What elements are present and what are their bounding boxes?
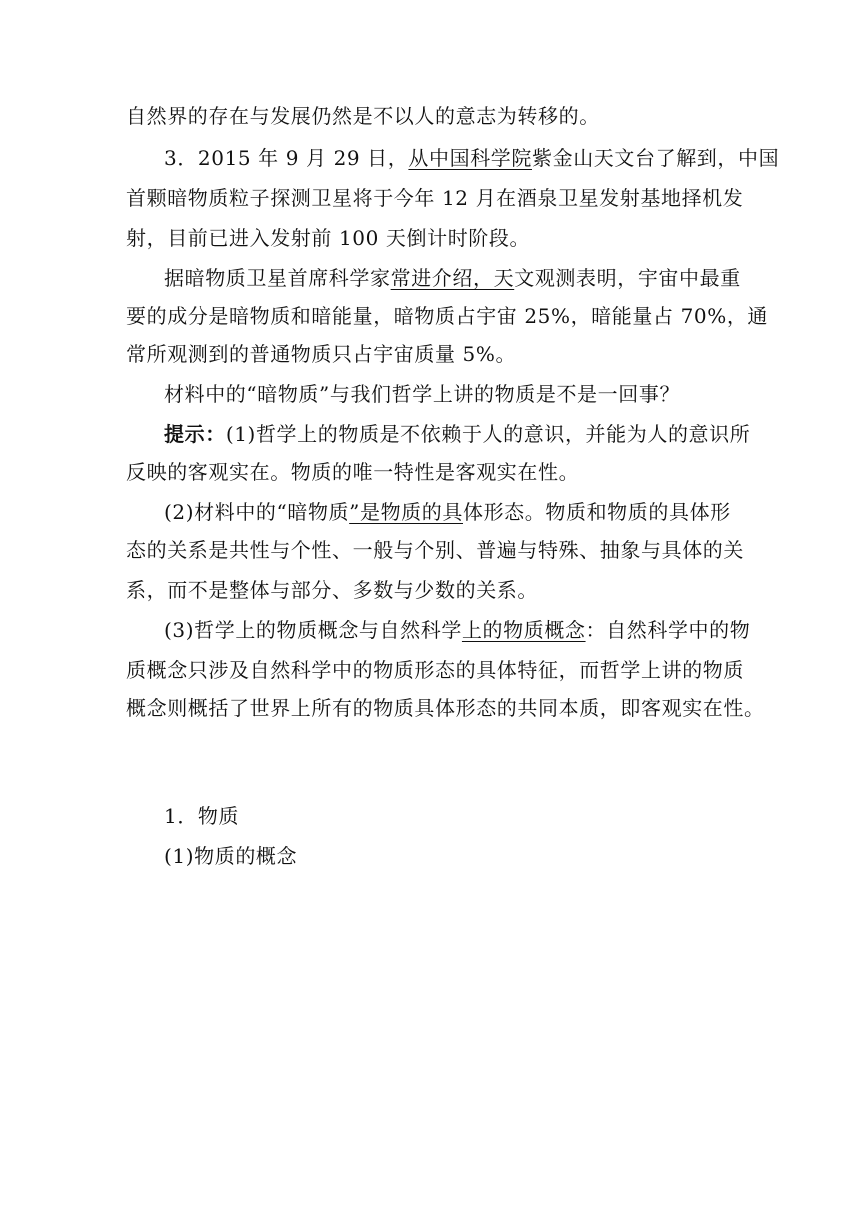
hint-line: 提示：(1)哲学上的物质是不依赖于人的意识，并能为人的意识所	[164, 422, 751, 446]
paragraph-line: 3．2015 年 9 月 29 日，从中国科学院紫金山天文台了解到，中国	[164, 146, 780, 170]
paragraph-line: 质概念只涉及自然科学中的物质形态的具体特征，而哲学上讲的物质	[126, 658, 744, 682]
paragraph-line: 射，目前已进入发射前 100 天倒计时阶段。	[126, 226, 531, 250]
paragraph-line: 要的成分是暗物质和暗能量，暗物质占宇宙 25%，暗能量占 70%，通	[126, 304, 769, 328]
paragraph-line: 态的关系是共性与个性、一般与个别、普遍与特殊、抽象与具体的关	[126, 538, 744, 562]
paragraph-line: 据暗物质卫星首席科学家常进介绍，天文观测表明，宇宙中最重	[164, 266, 741, 290]
hint-label: 提示：	[164, 422, 226, 446]
paragraph-line: 首颗暗物质粒子探测卫星将于今年 12 月在酒泉卫星发射基地择机发	[126, 186, 744, 210]
underlined-text: 常进介绍，天	[390, 266, 515, 290]
underlined-text: ”是物质的具	[349, 500, 463, 524]
paragraph-line: 概念则概括了世界上所有的物质具体形态的共同本质，即客观实在性。	[126, 696, 765, 720]
subsection-heading: (1)物质的概念	[164, 844, 298, 868]
underlined-text: 从中国科学院	[408, 146, 532, 170]
section-heading: 1．物质	[164, 804, 240, 828]
paragraph-line: (2)材料中的“暗物质”是物质的具体形态。物质和物质的具体形	[164, 500, 731, 524]
underlined-text: 上的物质概念	[461, 618, 586, 642]
paragraph-line: 系，而不是整体与部分、多数与少数的关系。	[126, 578, 538, 602]
paragraph-line: 反映的客观实在。物质的唯一特性是客观实在性。	[126, 460, 580, 484]
question-line: 材料中的“暗物质”与我们哲学上讲的物质是不是一回事？	[164, 382, 681, 406]
paragraph-line: 自然界的存在与发展仍然是不以人的意志为转移的。	[126, 104, 600, 128]
paragraph-line: 常所观测到的普通物质只占宇宙质量 5%。	[126, 342, 517, 366]
paragraph-line: (3)哲学上的物质概念与自然科学上的物质概念：自然科学中的物	[164, 618, 751, 642]
